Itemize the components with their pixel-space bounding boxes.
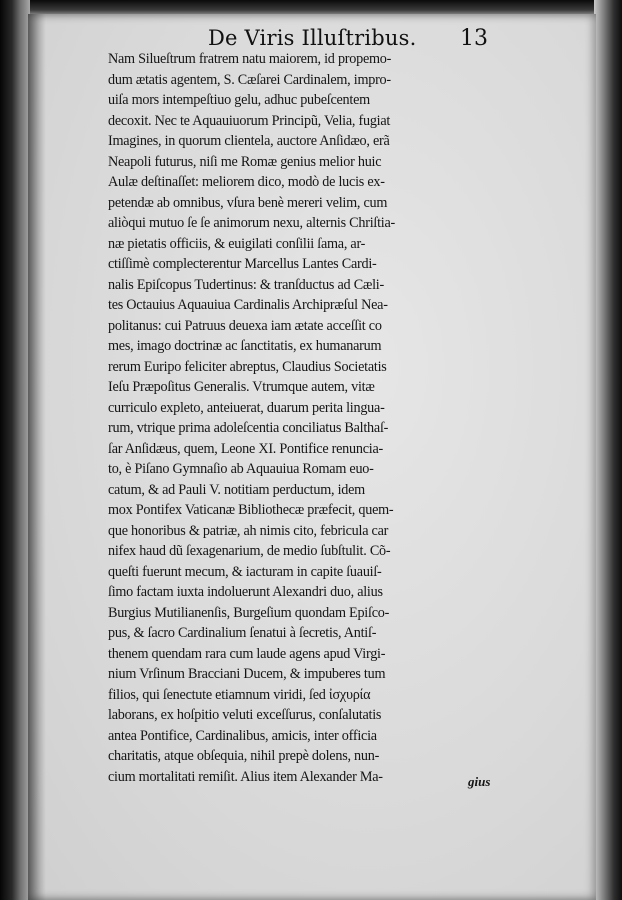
text-line: cium mortalitati remiſit. Alius item Alexander Ma- (108, 768, 383, 785)
text-line: charitatis, atque obſequia, nihil prepè dolens, nun- (108, 748, 380, 764)
text-line: Ieſu Præpoſitus Generalis. Vtrumque autem, vitæ (108, 379, 375, 395)
paper-page (28, 14, 596, 900)
text-line: Burgius Mutilianenſis, Burgeſium quondam Epiſco- (108, 604, 390, 621)
catchword: gius (468, 774, 491, 789)
text-line: petendæ ab omnibus, vſura benè mereri velim, cum (108, 194, 388, 211)
text-line: Imagines, in quorum clientela, auctore Anſidæo, erã (108, 133, 390, 149)
text-line: nium Vrſinum Bracciani Ducem, & impuberes tum (108, 666, 386, 682)
text-line: ctiſſimè complecterentur Marcellus Lantes Cardi- (108, 256, 377, 272)
text-line: decoxit. Nec te Aquauiuorum Principũ, Velia, fugiat (108, 112, 391, 129)
text-line: politanus: cui Patruus deuexa iam ætate acceſſit co (108, 317, 382, 334)
text-line: ſar Anſidæus, quem, Leone XI. Pontifice renuncia- (108, 440, 383, 457)
text-line: mox Pontifex Vaticanæ Bibliothecæ præfecit, quem- (108, 502, 394, 518)
text-line: tes Octauius Aquauiua Cardinalis Archipræſul Nea- (108, 297, 388, 313)
text-line: Nam Silueſtrum fratrem natu maiorem, id propemo- (108, 51, 392, 67)
text-line: curriculo expleto, anteiuerat, duarum perita lingua- (108, 399, 385, 416)
text-line: catum, & ad Pauli V. notitiam perductum, idem (108, 481, 365, 498)
text-line: aliòqui mutuo ſe ſe animorum nexu, alternis Chriſtia- (108, 215, 395, 231)
text-line: nifex haud dũ ſexagenarium, de medio ſubſtulit. Cõ- (108, 543, 391, 559)
text-line: pus, & ſacro Cardinalium ſenatui à ſecretis, Antiſ- (108, 625, 377, 641)
text-line: mes, imago doctrinæ ac ſanctitatis, ex humanarum (108, 338, 382, 354)
text-line: uiſa mors intempeſtiuo gelu, adhuc pubeſcentem (108, 92, 370, 108)
body-text (108, 49, 544, 787)
text-line: Neapoli futurus, niſi me Romæ genius melior huic (108, 153, 382, 170)
text-line: queſti fuerunt mecum, & iacturam in capite ſuauiſ- (108, 563, 382, 580)
text-line: dum ætatis agentem, S. Cæſarei Cardinalem, impro- (108, 71, 391, 88)
scan-right-edge (594, 0, 622, 900)
text-line: rerum Euripo feliciter abreptus, Claudius Societatis (108, 358, 387, 375)
text-line: laborans, ex hoſpitio veluti exceſſurus, conſalutatis (108, 707, 382, 723)
text-line: næ pietatis officiis, & euigilati conſilii ſama, ar- (108, 235, 366, 252)
gutter-shadow (28, 14, 46, 900)
text-line: ſimo factam iuxta indoluerunt Alexandri duo, alius (108, 584, 383, 600)
scan-left-edge (0, 0, 30, 900)
text-line: Aulæ deſtinaſſet: meliorem dico, modò de lucis ex- (108, 174, 385, 190)
text-line: que honoribus & patriæ, ah nimis cito, febricula car (108, 522, 389, 539)
text-line: nalis Epiſcopus Tudertinus: & tranſductus ad Cæli- (108, 276, 384, 293)
running-head: De Viris Illuſtribus. (208, 26, 417, 50)
text-line: rum, vtrique prima adoleſcentia conciliatus Balthaſ- (108, 420, 389, 436)
text-line: filios, qui ſenectute etiamnum viridi, ſed ἰσχυρία (108, 686, 371, 703)
text-line: to, è Piſano Gymnaſio ab Aquauiua Romam euo- (108, 461, 374, 477)
text-line: antea Pontifice, Cardinalibus, amicis, inter officia (108, 727, 377, 744)
page-number: 13 (460, 26, 488, 51)
text-line: thenem quendam rara cum laude agens apud Virgi- (108, 645, 386, 662)
